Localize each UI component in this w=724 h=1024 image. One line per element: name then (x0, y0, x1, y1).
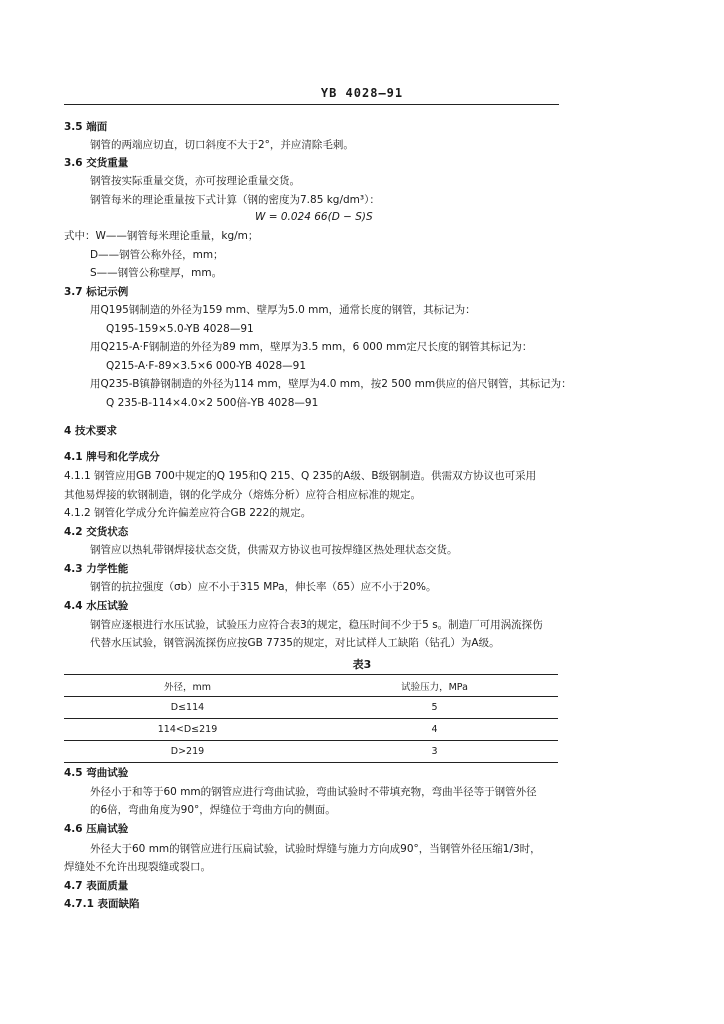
body-line: 外径大于60 mm的钢管应进行压扁试验，试验时焊缝与施力方向成90°，当钢管外径压缩1/3时， (90, 843, 541, 855)
test-pressure-table (64, 674, 558, 763)
body-line: 钢管每米的理论重量按下式计算（钢的密度为7.85 kg/dm³）： (90, 194, 380, 206)
table-row (64, 719, 558, 741)
body-line: 外径小于和等于60 mm的钢管应进行弯曲试验，弯曲试验时不带填充物，弯曲半径等于钢管外径 (90, 786, 537, 798)
body-line: 其他易焊接的软钢制造，钢的化学成分（熔炼分析）应符合相应标准的规定。 (64, 489, 421, 501)
section-heading: 3.7 标记示例 (64, 286, 129, 298)
table-caption: 表3 (352, 658, 372, 671)
body-line: 的6倍，弯曲角度为90°，焊缝位于弯曲方向的侧面。 (90, 804, 336, 816)
body-line: 钢管的两端应切直，切口斜度不大于2°，并应清除毛刺。 (90, 139, 354, 151)
body-line: Q215-A·F-89×3.5×6 000-YB 4028—91 (106, 360, 307, 372)
body-line: S——钢管公称壁厚，mm。 (90, 267, 223, 279)
section-heading: 4.7.1 表面缺陷 (64, 898, 140, 910)
cell-pressure: 4 (431, 724, 438, 735)
standard-header: YB 4028—91 (320, 86, 404, 100)
body-line: 钢管应以热轧带钢焊接状态交货，供需双方协议也可按焊缝区热处理状态交货。 (90, 544, 458, 556)
section-heading: 4 技术要求 (64, 425, 117, 437)
table-row (64, 741, 558, 763)
section-heading: 4.2 交货状态 (64, 526, 129, 538)
section-heading: 4.5 弯曲试验 (64, 767, 129, 779)
body-line: 焊缝处不允许出现裂缝或裂口。 (64, 861, 211, 873)
body-line: 用Q195钢制造的外径为159 mm、壁厚为5.0 mm，通常长度的钢管，其标记为： (90, 304, 476, 316)
header-rule (64, 104, 559, 105)
body-line: 式中：W——钢管每米理论重量，kg/m； (64, 230, 259, 242)
section-heading: 4.7 表面质量 (64, 880, 129, 892)
body-line: 用Q235-B镇静钢制造的外径为114 mm，壁厚为4.0 mm，按2 500 mm供应的倍尺钢管，其标记为： (90, 378, 572, 390)
body-line: 钢管应逐根进行水压试验，试验压力应符合表3的规定，稳压时间不少于5 s。制造厂可用涡流探伤 (90, 619, 543, 631)
column-header-pressure: 试验压力，MPa (401, 681, 468, 693)
body-line: 钢管按实际重量交货，亦可按理论重量交货。 (90, 175, 300, 187)
body-line: Q 235-B-114×4.0×2 500倍-YB 4028—91 (106, 397, 319, 409)
cell-diameter: 114<D≤219 (157, 724, 218, 735)
body-line: 用Q215-A·F钢制造的外径为89 mm，壁厚为3.5 mm，6 000 mm定尺长度的钢管其标记为： (90, 341, 533, 353)
section-heading: 4.6 压扁试验 (64, 823, 129, 835)
body-line: 代替水压试验，钢管涡流探伤应按GB 7735的规定，对比试样人工缺陷（钻孔）为A级。 (90, 637, 500, 649)
table-row (64, 697, 558, 719)
cell-diameter: D>219 (170, 746, 205, 757)
section-heading: 4.3 力学性能 (64, 563, 129, 575)
section-heading: 4.1 牌号和化学成分 (64, 451, 160, 463)
section-heading: 4.4 水压试验 (64, 600, 129, 612)
body-line: 4.1.2 钢管化学成分允许偏差应符合GB 222的规定。 (64, 507, 312, 519)
section-heading: 3.6 交货重量 (64, 157, 129, 169)
cell-pressure: 3 (431, 746, 438, 757)
weight-formula: W = 0.024 66(D − S)S (255, 211, 373, 223)
table-header-row (64, 675, 558, 697)
column-header-diameter: 外径，mm (163, 681, 211, 693)
body-line: Q195-159×5.0-YB 4028—91 (106, 323, 254, 335)
cell-pressure: 5 (431, 702, 438, 713)
body-line: D——钢管公称外径，mm； (90, 249, 224, 261)
body-line: 4.1.1 钢管应用GB 700中规定的Q 195和Q 215、Q 235的A级、B级钢制造。供需双方协议也可采用 (64, 470, 537, 482)
body-line: 钢管的抗拉强度（σb）应不小于315 MPa，伸长率（δ5）应不小于20%。 (90, 581, 437, 593)
cell-diameter: D≤114 (170, 702, 205, 713)
section-heading: 3.5 端面 (64, 121, 108, 133)
